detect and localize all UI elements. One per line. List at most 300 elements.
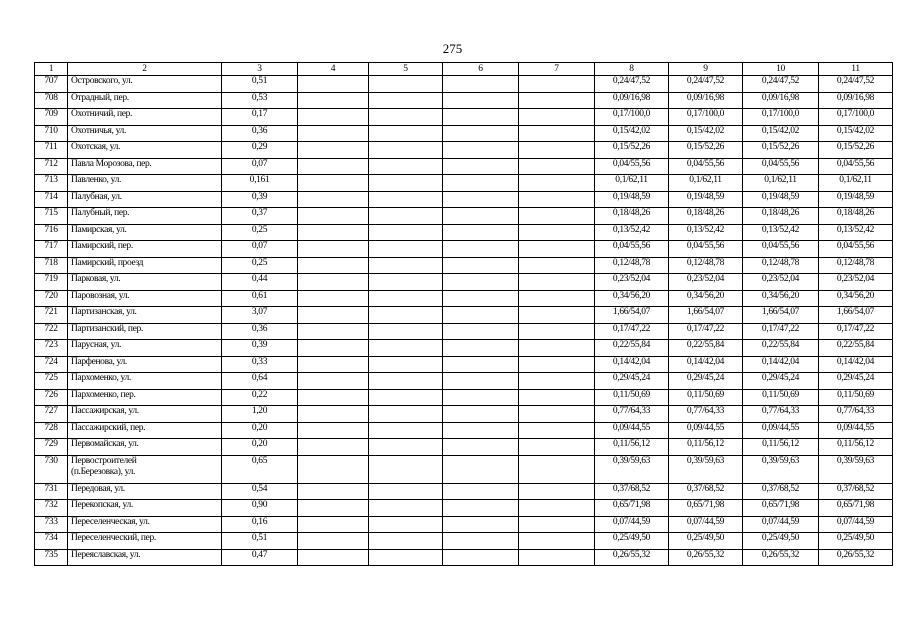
table-row — [35, 422, 893, 439]
table-cell-col-5 — [369, 307, 443, 324]
table-cell-col-6 — [443, 307, 519, 324]
table-cell-col-1: 715 — [35, 208, 68, 225]
table-row — [35, 224, 893, 241]
table-cell-col-2: Партизанская, ул. — [68, 307, 222, 324]
table-cell-col-5 — [369, 76, 443, 93]
table-cell-col-3: 0,07 — [222, 158, 298, 175]
table-cell-col-3: 0,33 — [222, 356, 298, 373]
table-row — [35, 109, 893, 126]
table-cell-col-9: 0,12/48,78 — [669, 257, 743, 274]
table-cell-col-2: Переяславская, ул. — [68, 549, 222, 566]
table-cell-col-9: 0,13/52,42 — [669, 224, 743, 241]
table-cell-col-1: 731 — [35, 483, 68, 500]
table-cell-col-6 — [443, 549, 519, 566]
table-cell-col-3: 0,64 — [222, 373, 298, 390]
table-cell-col-1: 716 — [35, 224, 68, 241]
table-cell-col-7 — [519, 142, 595, 159]
table-cell-col-4 — [298, 340, 369, 357]
table-row — [35, 257, 893, 274]
table-cell-col-5 — [369, 274, 443, 291]
table-cell-col-11: 0,13/52,42 — [819, 224, 893, 241]
table-cell-col-6 — [443, 323, 519, 340]
table-cell-col-8: 0,09/16,98 — [595, 92, 669, 109]
table-cell-col-5 — [369, 439, 443, 456]
table-cell-col-3: 0,07 — [222, 241, 298, 258]
table-cell-col-8: 0,09/44,55 — [595, 422, 669, 439]
table-cell-col-9: 0,65/71,98 — [669, 500, 743, 517]
table-cell-col-8: 0,22/55,84 — [595, 340, 669, 357]
table-cell-col-8: 0,17/100,0 — [595, 109, 669, 126]
table-row — [35, 340, 893, 357]
table-cell-col-7 — [519, 125, 595, 142]
table-cell-col-6 — [443, 455, 519, 483]
table-cell-col-3: 0,47 — [222, 549, 298, 566]
table-cell-col-8: 0,24/47,52 — [595, 76, 669, 93]
table-cell-col-3: 0,37 — [222, 208, 298, 225]
table-cell-col-4 — [298, 224, 369, 241]
table-cell-col-8: 0,07/44,59 — [595, 516, 669, 533]
column-header-1: 1 — [35, 63, 68, 76]
table-cell-col-10: 0,65/71,98 — [743, 500, 819, 517]
table-cell-col-2: Парусная, ул. — [68, 340, 222, 357]
table-cell-col-9: 0,77/64,33 — [669, 406, 743, 423]
table-cell-col-6 — [443, 109, 519, 126]
table-cell-col-9: 0,22/55,84 — [669, 340, 743, 357]
table-cell-col-6 — [443, 500, 519, 517]
table-cell-col-1: 722 — [35, 323, 68, 340]
table-cell-col-2: Парфенова, ул. — [68, 356, 222, 373]
table-cell-col-4 — [298, 549, 369, 566]
table-cell-col-2: Памирский, пер. — [68, 241, 222, 258]
table-cell-col-11: 0,17/100,0 — [819, 109, 893, 126]
table-cell-col-3: 0,61 — [222, 290, 298, 307]
table-cell-col-2: Островского, ул. — [68, 76, 222, 93]
table-cell-col-6 — [443, 439, 519, 456]
table-row — [35, 208, 893, 225]
table-cell-col-2: Палубный, пер. — [68, 208, 222, 225]
table-cell-col-1: 727 — [35, 406, 68, 423]
table-cell-col-5 — [369, 142, 443, 159]
table-cell-col-10: 0,22/55,84 — [743, 340, 819, 357]
table-cell-col-5 — [369, 549, 443, 566]
table-cell-col-4 — [298, 274, 369, 291]
table-cell-col-5 — [369, 406, 443, 423]
table-row — [35, 241, 893, 258]
table-cell-col-7 — [519, 109, 595, 126]
table-cell-col-10: 1,66/54,07 — [743, 307, 819, 324]
table-cell-col-2: Перекопская, ул. — [68, 500, 222, 517]
table-cell-col-8: 0,15/42,02 — [595, 125, 669, 142]
table-cell-col-8: 0,04/55,56 — [595, 158, 669, 175]
table-cell-col-3: 0,22 — [222, 389, 298, 406]
table-cell-col-8: 0,19/48,59 — [595, 191, 669, 208]
table-cell-col-4 — [298, 257, 369, 274]
table-cell-col-1: 726 — [35, 389, 68, 406]
table-cell-col-8: 0,14/42,04 — [595, 356, 669, 373]
table-row — [35, 274, 893, 291]
table-cell-col-6 — [443, 257, 519, 274]
table-cell-col-9: 1,66/54,07 — [669, 307, 743, 324]
table-cell-col-11: 0,19/48,59 — [819, 191, 893, 208]
table-cell-col-9: 0,39/59,63 — [669, 455, 743, 483]
table-cell-col-3: 0,44 — [222, 274, 298, 291]
table-row — [35, 175, 893, 192]
table-cell-col-7 — [519, 241, 595, 258]
table-row — [35, 455, 893, 483]
table-cell-col-8: 1,66/54,07 — [595, 307, 669, 324]
table-cell-col-6 — [443, 208, 519, 225]
table-cell-col-1: 709 — [35, 109, 68, 126]
table-cell-col-9: 0,09/44,55 — [669, 422, 743, 439]
table-cell-col-3: 0,36 — [222, 125, 298, 142]
table-cell-col-5 — [369, 533, 443, 550]
table-cell-col-11: 0,26/55,32 — [819, 549, 893, 566]
table-cell-col-1: 724 — [35, 356, 68, 373]
column-header-6: 6 — [443, 63, 519, 76]
table-cell-col-1: 720 — [35, 290, 68, 307]
table-cell-col-10: 0,14/42,04 — [743, 356, 819, 373]
table-cell-col-1: 719 — [35, 274, 68, 291]
table-cell-col-11: 0,17/47,22 — [819, 323, 893, 340]
table-cell-col-10: 0,11/56,12 — [743, 439, 819, 456]
table-cell-col-2: Пархоменко, пер. — [68, 389, 222, 406]
table-cell-col-9: 0,17/47,22 — [669, 323, 743, 340]
table-cell-col-2: Партизанский, пер. — [68, 323, 222, 340]
table-cell-col-9: 0,15/42,02 — [669, 125, 743, 142]
table-cell-col-5 — [369, 483, 443, 500]
table-cell-col-4 — [298, 158, 369, 175]
table-cell-col-5 — [369, 191, 443, 208]
table-cell-col-11: 0,04/55,56 — [819, 241, 893, 258]
table-cell-col-8: 0,04/55,56 — [595, 241, 669, 258]
table-cell-col-4 — [298, 406, 369, 423]
table-cell-col-11: 0,11/56,12 — [819, 439, 893, 456]
table-cell-col-1: 729 — [35, 439, 68, 456]
table-cell-col-6 — [443, 241, 519, 258]
table-cell-col-1: 714 — [35, 191, 68, 208]
table-cell-col-8: 0,77/64,33 — [595, 406, 669, 423]
table-cell-col-10: 0,25/49,50 — [743, 533, 819, 550]
table-cell-col-3: 0,39 — [222, 191, 298, 208]
table-cell-col-7 — [519, 208, 595, 225]
table-row — [35, 500, 893, 517]
column-header-3: 3 — [222, 63, 298, 76]
table-cell-col-1: 730 — [35, 455, 68, 483]
table-cell-col-6 — [443, 406, 519, 423]
table-cell-col-8: 0,13/52,42 — [595, 224, 669, 241]
table-cell-col-6 — [443, 274, 519, 291]
table-cell-col-11: 0,39/59,63 — [819, 455, 893, 483]
table-cell-col-10: 0,29/45,24 — [743, 373, 819, 390]
table-cell-col-10: 0,19/48,59 — [743, 191, 819, 208]
table-cell-col-6 — [443, 142, 519, 159]
table-cell-col-7 — [519, 76, 595, 93]
table-row — [35, 516, 893, 533]
table-cell-col-7 — [519, 274, 595, 291]
table-cell-col-2: Пассажирская, ул. — [68, 406, 222, 423]
table-cell-col-7 — [519, 406, 595, 423]
table-cell-col-7 — [519, 191, 595, 208]
table-cell-col-11: 0,25/49,50 — [819, 533, 893, 550]
table-cell-col-9: 0,04/55,56 — [669, 158, 743, 175]
table-cell-col-7 — [519, 549, 595, 566]
table-cell-col-8: 0,25/49,50 — [595, 533, 669, 550]
table-cell-col-10: 0,1/62,11 — [743, 175, 819, 192]
table-cell-col-10: 0,13/52,42 — [743, 224, 819, 241]
table-cell-col-4 — [298, 191, 369, 208]
table-cell-col-4 — [298, 76, 369, 93]
table-cell-col-11: 0,15/42,02 — [819, 125, 893, 142]
table-cell-col-9: 0,04/55,56 — [669, 241, 743, 258]
table-cell-col-2: Павленко, ул. — [68, 175, 222, 192]
table-cell-col-3: 0,51 — [222, 76, 298, 93]
table-cell-col-3: 0,39 — [222, 340, 298, 357]
table-row — [35, 389, 893, 406]
table-cell-col-6 — [443, 422, 519, 439]
table-cell-col-10: 0,09/44,55 — [743, 422, 819, 439]
table-cell-col-10: 0,34/56,20 — [743, 290, 819, 307]
table-cell-col-10: 0,18/48,26 — [743, 208, 819, 225]
table-cell-col-7 — [519, 439, 595, 456]
table-cell-col-3: 0,17 — [222, 109, 298, 126]
table-cell-col-4 — [298, 356, 369, 373]
table-body — [35, 76, 893, 566]
table-cell-col-6 — [443, 191, 519, 208]
table-cell-col-3: 0,54 — [222, 483, 298, 500]
table-cell-col-7 — [519, 257, 595, 274]
table-cell-col-6 — [443, 373, 519, 390]
table-cell-col-1: 710 — [35, 125, 68, 142]
table-cell-col-6 — [443, 389, 519, 406]
table-row — [35, 191, 893, 208]
data-table — [34, 62, 893, 566]
table-cell-col-1: 721 — [35, 307, 68, 324]
table-row — [35, 533, 893, 550]
table-cell-col-1: 728 — [35, 422, 68, 439]
table-cell-col-9: 0,09/16,98 — [669, 92, 743, 109]
table-cell-col-7 — [519, 340, 595, 357]
table-cell-col-10: 0,17/47,22 — [743, 323, 819, 340]
table-cell-col-5 — [369, 422, 443, 439]
column-header-11: 11 — [819, 63, 893, 76]
table-row — [35, 323, 893, 340]
table-row — [35, 158, 893, 175]
table-cell-col-4 — [298, 92, 369, 109]
table-cell-col-1: 712 — [35, 158, 68, 175]
table-cell-col-9: 0,34/56,20 — [669, 290, 743, 307]
column-header-4: 4 — [298, 63, 369, 76]
table-cell-col-9: 0,24/47,52 — [669, 76, 743, 93]
table-cell-col-5 — [369, 125, 443, 142]
table-cell-col-7 — [519, 307, 595, 324]
table-cell-col-10: 0,11/50,69 — [743, 389, 819, 406]
table-cell-col-7 — [519, 323, 595, 340]
table-cell-col-4 — [298, 142, 369, 159]
table-cell-col-3: 0,36 — [222, 323, 298, 340]
table-cell-col-10: 0,15/42,02 — [743, 125, 819, 142]
table-cell-col-8: 0,23/52,04 — [595, 274, 669, 291]
table-cell-col-11: 0,14/42,04 — [819, 356, 893, 373]
table-cell-col-10: 0,04/55,56 — [743, 158, 819, 175]
table-cell-col-7 — [519, 455, 595, 483]
table-cell-col-2: Первомайская, ул. — [68, 439, 222, 456]
table-cell-col-2: Охотская, ул. — [68, 142, 222, 159]
table-cell-col-1: 708 — [35, 92, 68, 109]
table-cell-col-4 — [298, 125, 369, 142]
table-cell-col-4 — [298, 290, 369, 307]
table-cell-col-1: 725 — [35, 373, 68, 390]
table-cell-col-9: 0,29/45,24 — [669, 373, 743, 390]
table-cell-col-1: 734 — [35, 533, 68, 550]
table-cell-col-9: 0,15/52,26 — [669, 142, 743, 159]
table-cell-col-9: 0,07/44,59 — [669, 516, 743, 533]
table-cell-col-10: 0,07/44,59 — [743, 516, 819, 533]
table-cell-col-11: 0,09/44,55 — [819, 422, 893, 439]
table-cell-col-4 — [298, 516, 369, 533]
table-cell-col-8: 0,15/52,26 — [595, 142, 669, 159]
table-cell-col-3: 0,20 — [222, 422, 298, 439]
table-cell-col-9: 0,25/49,50 — [669, 533, 743, 550]
table-cell-col-7 — [519, 483, 595, 500]
table-cell-col-8: 0,37/68,52 — [595, 483, 669, 500]
table-cell-col-3: 3,07 — [222, 307, 298, 324]
table-cell-col-5 — [369, 323, 443, 340]
table-cell-col-1: 717 — [35, 241, 68, 258]
table-cell-col-4 — [298, 500, 369, 517]
table-cell-col-9: 0,1/62,11 — [669, 175, 743, 192]
table-cell-col-4 — [298, 483, 369, 500]
table-cell-col-2: Охотничий, пер. — [68, 109, 222, 126]
table-cell-col-6 — [443, 533, 519, 550]
table-cell-col-7 — [519, 290, 595, 307]
table-cell-col-2: Парковая, ул. — [68, 274, 222, 291]
table-cell-col-6 — [443, 356, 519, 373]
table-row — [35, 373, 893, 390]
table-header-row — [35, 63, 893, 76]
table-cell-col-1: 711 — [35, 142, 68, 159]
table-cell-col-2: Первостроителей (п.Березовка), ул. — [68, 455, 222, 483]
table-cell-col-5 — [369, 224, 443, 241]
table-cell-col-10: 0,77/64,33 — [743, 406, 819, 423]
table-cell-col-3: 0,29 — [222, 142, 298, 159]
column-header-5: 5 — [369, 63, 443, 76]
table-cell-col-4 — [298, 439, 369, 456]
table-cell-col-3: 0,161 — [222, 175, 298, 192]
table-cell-col-8: 0,11/50,69 — [595, 389, 669, 406]
table-cell-col-5 — [369, 340, 443, 357]
table-row — [35, 439, 893, 456]
table-cell-col-7 — [519, 356, 595, 373]
table-cell-col-1: 735 — [35, 549, 68, 566]
table-cell-col-6 — [443, 483, 519, 500]
table-cell-col-11: 0,09/16,98 — [819, 92, 893, 109]
table-cell-col-1: 733 — [35, 516, 68, 533]
table-row — [35, 406, 893, 423]
table-cell-col-11: 0,22/55,84 — [819, 340, 893, 357]
table-cell-col-5 — [369, 241, 443, 258]
table-cell-col-6 — [443, 516, 519, 533]
table-row — [35, 142, 893, 159]
table-cell-col-2: Пассажирский, пер. — [68, 422, 222, 439]
table-cell-col-5 — [369, 257, 443, 274]
table-cell-col-2: Паровозная, ул. — [68, 290, 222, 307]
table-cell-col-4 — [298, 307, 369, 324]
table-cell-col-9: 0,11/56,12 — [669, 439, 743, 456]
table-cell-col-4 — [298, 373, 369, 390]
table-cell-col-4 — [298, 241, 369, 258]
table-cell-col-10: 0,39/59,63 — [743, 455, 819, 483]
table-cell-col-9: 0,18/48,26 — [669, 208, 743, 225]
table-cell-col-5 — [369, 356, 443, 373]
table-cell-col-3: 0,20 — [222, 439, 298, 456]
table-cell-col-11: 0,07/44,59 — [819, 516, 893, 533]
table-cell-col-7 — [519, 516, 595, 533]
table-cell-col-5 — [369, 455, 443, 483]
table-cell-col-3: 1,20 — [222, 406, 298, 423]
table-cell-col-8: 0,26/55,32 — [595, 549, 669, 566]
table-cell-col-8: 0,65/71,98 — [595, 500, 669, 517]
table-cell-col-7 — [519, 500, 595, 517]
table-cell-col-3: 0,53 — [222, 92, 298, 109]
table-cell-col-8: 0,29/45,24 — [595, 373, 669, 390]
table-cell-col-11: 0,24/47,52 — [819, 76, 893, 93]
table-cell-col-11: 0,04/55,56 — [819, 158, 893, 175]
table-row — [35, 76, 893, 93]
table-row — [35, 356, 893, 373]
table-cell-col-5 — [369, 389, 443, 406]
table-cell-col-8: 0,11/56,12 — [595, 439, 669, 456]
table-cell-col-7 — [519, 224, 595, 241]
table-cell-col-9: 0,14/42,04 — [669, 356, 743, 373]
table-cell-col-11: 0,34/56,20 — [819, 290, 893, 307]
table-cell-col-3: 0,65 — [222, 455, 298, 483]
table-cell-col-2: Передовая, ул. — [68, 483, 222, 500]
table-cell-col-7 — [519, 158, 595, 175]
table-cell-col-5 — [369, 500, 443, 517]
table-cell-col-8: 0,39/59,63 — [595, 455, 669, 483]
column-header-10: 10 — [743, 63, 819, 76]
table-cell-col-4 — [298, 323, 369, 340]
table-cell-col-2: Переселенческая, ул. — [68, 516, 222, 533]
table-cell-col-9: 0,19/48,59 — [669, 191, 743, 208]
table-cell-col-8: 0,1/62,11 — [595, 175, 669, 192]
table-cell-col-6 — [443, 340, 519, 357]
table-cell-col-5 — [369, 92, 443, 109]
table-cell-col-6 — [443, 175, 519, 192]
table-cell-col-11: 0,77/64,33 — [819, 406, 893, 423]
table-cell-col-11: 0,37/68,52 — [819, 483, 893, 500]
table-cell-col-6 — [443, 92, 519, 109]
table-cell-col-11: 0,23/52,04 — [819, 274, 893, 291]
table-cell-col-11: 0,18/48,26 — [819, 208, 893, 225]
table-row — [35, 549, 893, 566]
table-cell-col-4 — [298, 533, 369, 550]
table-cell-col-3: 0,25 — [222, 257, 298, 274]
table-cell-col-4 — [298, 455, 369, 483]
table-cell-col-5 — [369, 175, 443, 192]
table-cell-col-11: 0,65/71,98 — [819, 500, 893, 517]
table-cell-col-6 — [443, 290, 519, 307]
table-cell-col-2: Отрадный, пер. — [68, 92, 222, 109]
table-cell-col-8: 0,34/56,20 — [595, 290, 669, 307]
table-cell-col-1: 718 — [35, 257, 68, 274]
table-cell-col-2: Охотничья, ул. — [68, 125, 222, 142]
table-cell-col-5 — [369, 373, 443, 390]
table-cell-col-8: 0,18/48,26 — [595, 208, 669, 225]
table-cell-col-5 — [369, 158, 443, 175]
table-cell-col-8: 0,17/47,22 — [595, 323, 669, 340]
table-cell-col-11: 0,1/62,11 — [819, 175, 893, 192]
